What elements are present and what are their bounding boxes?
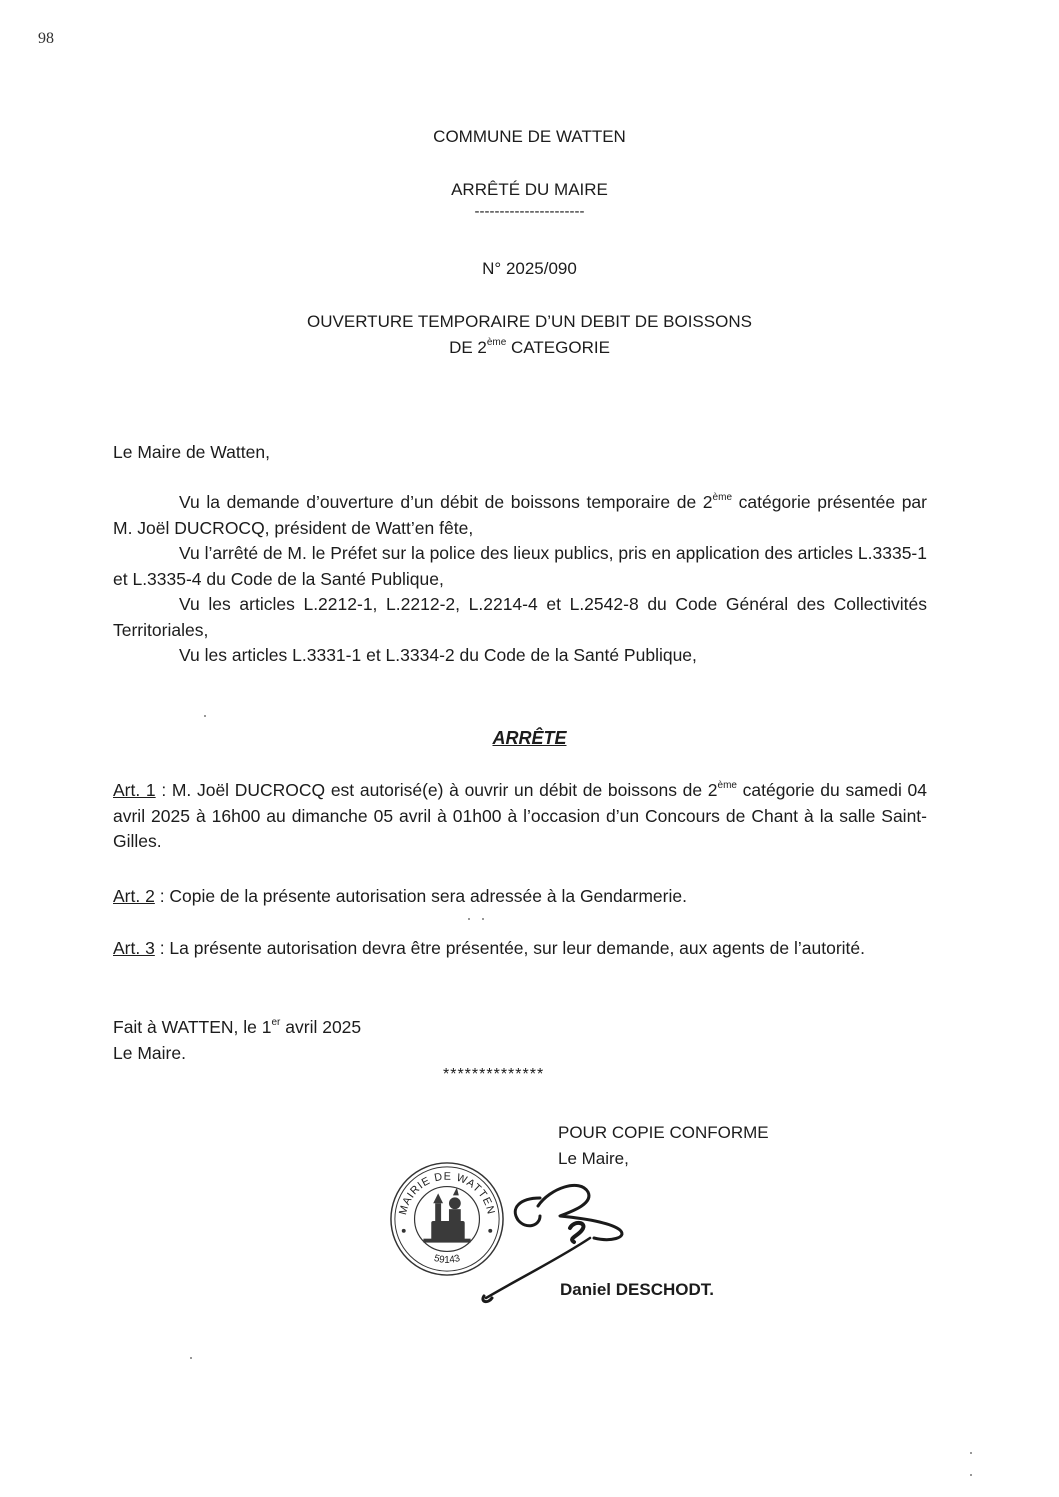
place-date-text: Fait à WATTEN, le 1 — [113, 1017, 272, 1037]
certification-role: Le Maire, — [558, 1149, 629, 1168]
preamble-considerations — [113, 490, 927, 669]
signer-name: Daniel DESCHODT. — [560, 1280, 714, 1299]
seal-emblem — [423, 1188, 470, 1243]
scan-speck — [468, 918, 470, 920]
article-3-label: Art. 3 — [113, 938, 155, 958]
place-date-text: avril 2025 — [280, 1017, 362, 1037]
article-1-label: Art. 1 — [113, 780, 156, 800]
arrete-heading: ARRÊTE — [492, 728, 567, 748]
article-1-superscript: ème — [717, 780, 737, 791]
page-number: 98 — [38, 30, 54, 47]
consideration-1-text: catégorie présentée par M. Joël DUCROCQ, président de Watt’en fête, — [113, 492, 927, 538]
commune-title: COMMUNE DE WATTEN — [433, 127, 626, 146]
consideration-1-superscript: ème — [712, 492, 732, 503]
scan-speck — [970, 1452, 972, 1454]
title-text: DE 2 — [449, 338, 487, 357]
article-3 — [113, 936, 927, 962]
title-text: CATEGORIE — [506, 338, 610, 357]
scan-speck — [204, 715, 206, 717]
seal-star-left — [402, 1229, 406, 1233]
act-type-title: ARRÊTÉ DU MAIRE — [451, 180, 608, 199]
article-1-text: : M. Joël DUCROCQ est autorisé(e) à ouvrir un débit de boissons de 2 — [155, 780, 718, 800]
preamble-opening: Le Maire de Watten, — [113, 442, 270, 462]
article-1 — [113, 778, 927, 855]
article-2-label: Art. 2 — [113, 886, 155, 906]
article-3-text: : La présente autorisation devra être présentée, sur leur demande, aux agents de l’autorité. — [154, 938, 865, 958]
article-1-text: catégorie du samedi 04 avril 2025 à 16h00 au dimanche 05 avril à 01h00 à l’occasion d’un Concours de Chant à la salle Saint-Gilles. — [113, 780, 927, 851]
pour-copie-conforme: POUR COPIE CONFORME — [558, 1123, 769, 1142]
decree-number: N° 2025/090 — [482, 259, 577, 278]
scan-speck — [970, 1474, 972, 1476]
scan-speck — [190, 1357, 192, 1359]
closing-block — [113, 1015, 927, 1066]
consideration-4: Vu les articles L.3331-1 et L.3334-2 du Code de la Santé Publique, — [179, 645, 697, 665]
header-divider: ---------------------- — [474, 203, 585, 220]
title-superscript: ème — [486, 337, 507, 348]
consideration-1-text: Vu la demande d’ouverture d’un débit de boissons temporaire de 2 — [179, 492, 713, 512]
consideration-2: Vu l’arrêté de M. le Préfet sur la police des lieux publics, pris en application des articles L.3335-1 et L.3335-4 du Code de la Santé Publique, — [113, 543, 927, 589]
place-date-superscript: er — [271, 1017, 281, 1028]
scan-speck — [482, 918, 484, 920]
certification-block — [558, 1120, 769, 1172]
place-and-date — [113, 1015, 927, 1041]
article-2 — [113, 884, 927, 910]
decree-title-line-1: OUVERTURE TEMPORAIRE D’UN DEBIT DE BOISSONS — [307, 312, 752, 331]
consideration-3: Vu les articles L.2212-1, L.2212-2, L.2214-4 et L.2542-8 du Code Général des Collectivités Territoriales, — [113, 594, 927, 640]
decree-title-line-2 — [0, 338, 1059, 358]
seal-bottom-text: 59143 — [432, 1252, 462, 1266]
separator-stars: ************** — [443, 1066, 545, 1083]
signatory-role: Le Maire. — [113, 1042, 186, 1063]
consideration-1 — [113, 490, 927, 541]
article-2-text: : Copie de la présente autorisation sera adressée à la Gendarmerie. — [154, 886, 687, 906]
seal-top-text: MAIRIE DE WATTEN — [397, 1170, 497, 1217]
